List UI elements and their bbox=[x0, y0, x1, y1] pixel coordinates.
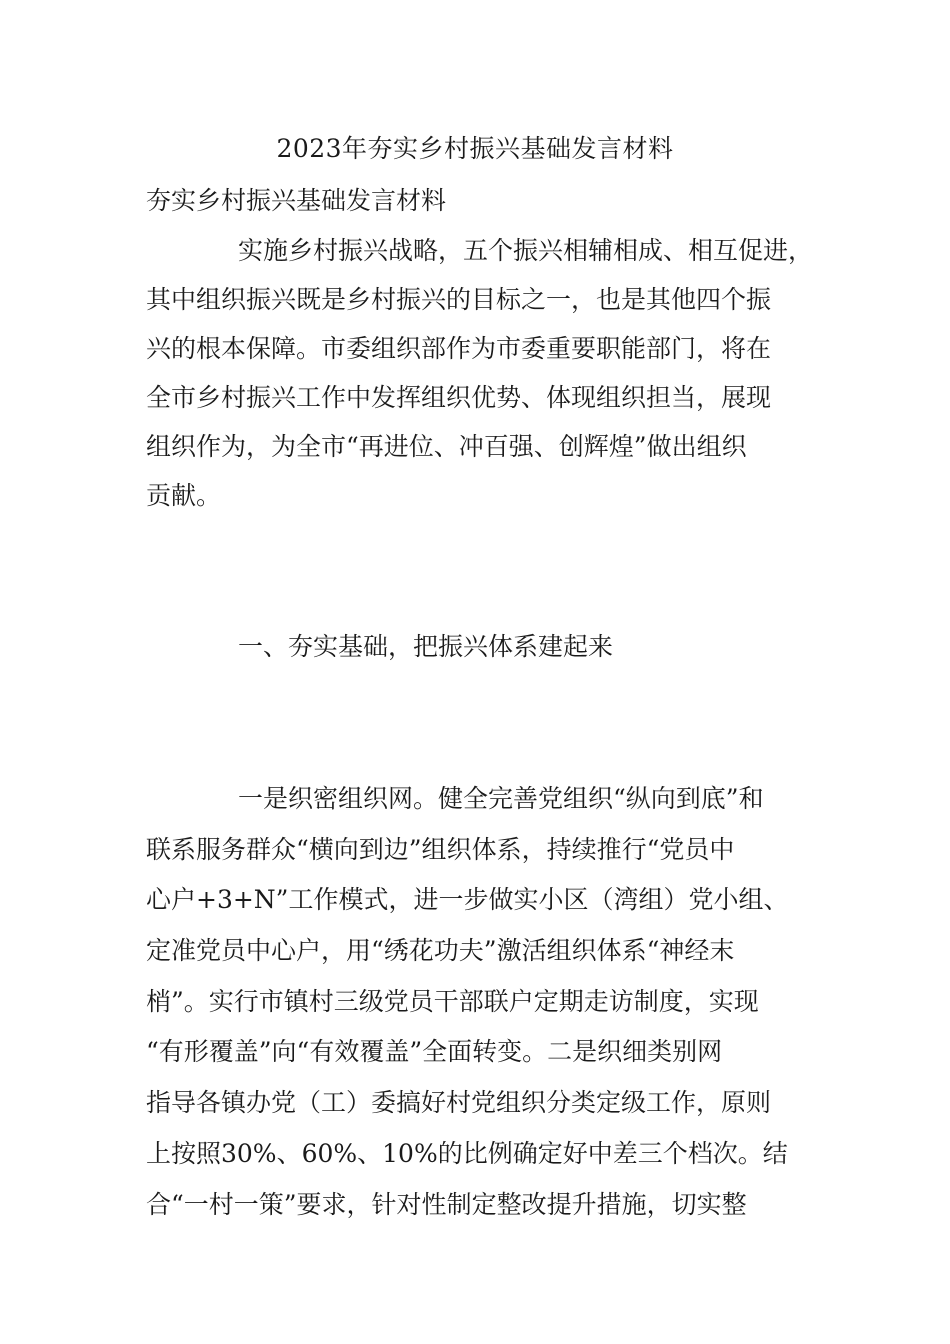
paragraph-line: 心户+3+N”工作模式，进一步做实小区（湾组）党小组、 bbox=[146, 885, 789, 915]
paragraph-line: 实施乡村振兴战略，五个振兴相辅相成、相互促进， bbox=[238, 236, 814, 265]
paragraph-line: 上按照30%、60%、10%的比例确定好中差三个档次。结 bbox=[146, 1138, 788, 1168]
paragraph-line: 合“一村一策”要求，针对性制定整改提升措施，切实整 bbox=[146, 1189, 747, 1219]
paragraph-line: “有形覆盖”向“有效覆盖”全面转变。二是织细类别网 bbox=[146, 1037, 723, 1067]
paragraph-line: 全市乡村振兴工作中发挥组织优势、体现组织担当，展现 bbox=[146, 383, 772, 412]
paragraph-line: 组织作为，为全市“再进位、冲百强、创辉煌”做出组织 bbox=[146, 432, 747, 461]
paragraph-intro bbox=[146, 226, 826, 520]
document-subtitle: 夯实乡村振兴基础发言材料 bbox=[146, 186, 447, 215]
paragraph-line: 一是织密组织网。健全完善党组织“纵向到底”和 bbox=[238, 784, 764, 813]
paragraph-line: 定准党员中心户，用“绣花功夫”激活组织体系“神经末 bbox=[146, 936, 735, 966]
paragraph-section-one bbox=[146, 774, 826, 1230]
paragraph-line: 贡献。 bbox=[146, 481, 222, 510]
paragraph-line: 梢”。实行市镇村三级党员干部联户定期走访制度，实现 bbox=[146, 986, 759, 1016]
paragraph-line: 指导各镇办党（工）委搞好村党组织分类定级工作，原则 bbox=[146, 1088, 772, 1118]
paragraph-line: 其中组织振兴既是乡村振兴的目标之一，也是其他四个振 bbox=[146, 285, 772, 314]
paragraph-line: 兴的根本保障。市委组织部作为市委重要职能部门，将在 bbox=[146, 334, 772, 363]
paragraph-line: 联系服务群众“横向到边”组织体系，持续推行“党员中 bbox=[146, 834, 735, 864]
document-title: 2023年夯实乡村振兴基础发言材料 bbox=[276, 134, 674, 163]
section-heading: 一、夯实基础，把振兴体系建起来 bbox=[238, 632, 614, 661]
